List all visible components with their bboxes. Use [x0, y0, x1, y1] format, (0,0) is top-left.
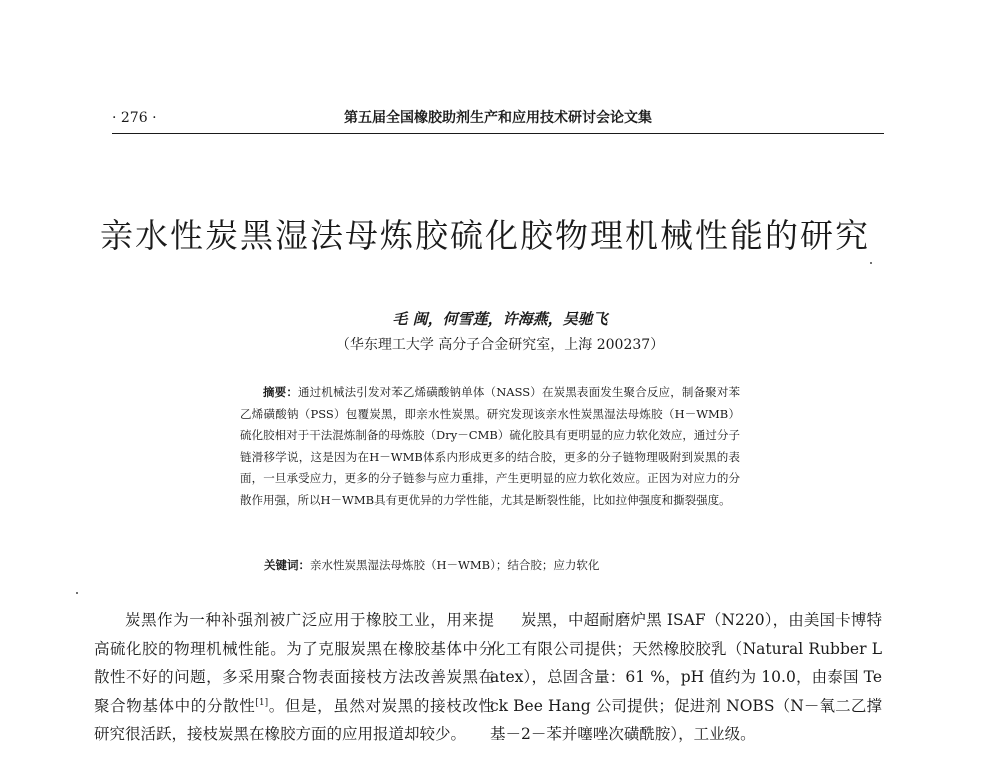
- body-column-left: [94, 606, 494, 749]
- header-rule: [112, 133, 884, 134]
- page-number: · 276 ·: [112, 110, 157, 126]
- abstract: [240, 382, 740, 511]
- keywords: [264, 554, 744, 576]
- journal-title: 第五届全国橡胶助剂生产和应用技术研讨会论文集: [344, 110, 652, 126]
- running-head: [112, 106, 884, 130]
- body-column-right: [490, 606, 882, 749]
- scan-speck: [870, 262, 872, 264]
- body-left-text-cont: 。但是，虽然对炭黑的接枝改性研究很活跃，接枝炭黑在橡胶方面的应用报道却较少。: [94, 696, 494, 743]
- scan-speck: [76, 592, 78, 594]
- keywords-text: 亲水性炭黑湿法母炼胶（H－WMB）；结合胶；应力软化: [310, 558, 600, 572]
- paper-title: 亲水性炭黑湿法母炼胶硫化胶物理机械性能的研究: [100, 216, 870, 255]
- abstract-label: 摘要：: [263, 385, 298, 399]
- body-left-text: 炭黑作为一种补强剂被广泛应用于橡胶工业，用来提高硫化胶的物理机械性能。为了克服炭黑在橡胶基体中分散性不好的问题，多采用聚合物表面接枝方法改善炭黑在聚合物基体中的分散性: [94, 611, 494, 715]
- authors: 毛 闽，何雪莲，许海燕，吴驰飞: [392, 310, 608, 328]
- body-right-text: 炭黑，中超耐磨炉黑 ISAF（N220），由美国卡博特化工有限公司提供；天然橡胶胶乳（Natural Rubber Latex），总固含量：61 %，pH 值约为 10.0，由泰国 Teck Bee Hang 公司提供；促进剂 NOBS（N－氧二乙撑基－2－苯并噻唑次磺酰胺），工业级。: [490, 611, 882, 743]
- keywords-label: 关键词：: [264, 558, 310, 572]
- citation-ref: [1]: [255, 697, 269, 708]
- affiliation: （华东理工大学 高分子合金研究室，上海 200237）: [335, 337, 665, 353]
- abstract-text: 通过机械法引发对苯乙烯磺酸钠单体（NASS）在炭黑表面发生聚合反应，制备聚对苯乙烯磺酸钠（PSS）包覆炭黑，即亲水性炭黑。研究发现该亲水性炭黑湿法母炼胶（H－WMB）硫化胶相对于干法混炼制备的母炼胶（Dry－CMB）硫化胶具有更明显的应力软化效应，通过分子链滑移学说，这是因为在H－WMB体系内形成更多的结合胶，更多的分子链物理吸附到炭黑的表面，一旦承受应力，更多的分子链参与应力重排，产生更明显的应力软化效应。正因为对应力的分散作用强，所以H－WMB具有更优异的力学性能，尤其是断裂性能，比如拉伸强度和撕裂强度。: [240, 385, 741, 507]
